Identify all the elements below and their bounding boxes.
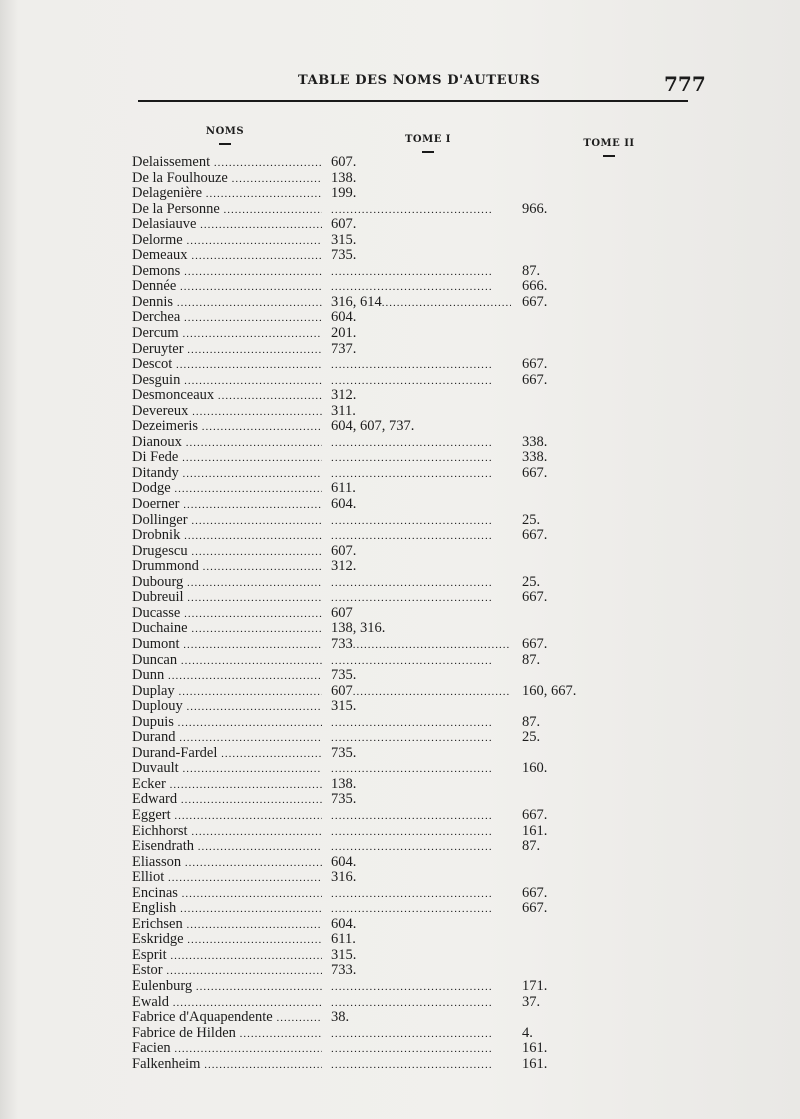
tome1-pages: 312. bbox=[331, 388, 357, 404]
index-entry bbox=[0, 326, 800, 342]
author-name: Fabrice de Hilden ..... bbox=[132, 1026, 322, 1043]
tome1-pages bbox=[331, 1057, 511, 1074]
index-entry bbox=[0, 1057, 800, 1073]
author-name: Derchea ..... bbox=[132, 310, 322, 327]
index-entry bbox=[0, 886, 800, 902]
tome2-pages: 37. bbox=[522, 993, 541, 1010]
tome1-pages bbox=[331, 435, 511, 452]
index-entry bbox=[0, 264, 800, 280]
index-entry bbox=[0, 932, 800, 948]
index-entry bbox=[0, 233, 800, 249]
column-header-tome2: TOME II bbox=[574, 138, 644, 157]
tome1-pages: 737. bbox=[331, 341, 357, 357]
tome1-pages bbox=[331, 808, 511, 825]
tome2-pages: 667. bbox=[522, 371, 548, 388]
tome1-pages: 607. bbox=[331, 543, 357, 559]
author-name: Demons ..... bbox=[132, 264, 322, 281]
index-entry bbox=[0, 621, 800, 637]
author-name: Edward ..... bbox=[132, 792, 322, 809]
author-name: Delorme ..... bbox=[132, 233, 322, 250]
tome2-pages: 338. bbox=[522, 449, 548, 466]
tome1-pages: 604, 607, 737. bbox=[331, 419, 415, 435]
author-name: Dezeimeris ..... bbox=[132, 419, 322, 436]
index-entry bbox=[0, 637, 800, 653]
tome2-pages: 25. bbox=[522, 729, 541, 746]
index-entry bbox=[0, 559, 800, 575]
author-name: Dennée ..... bbox=[132, 279, 322, 296]
author-name: Encinas ..... bbox=[132, 886, 322, 903]
index-entry bbox=[0, 450, 800, 466]
index-entry bbox=[0, 792, 800, 808]
author-name: Dercum ..... bbox=[132, 326, 322, 343]
tome1-pages bbox=[331, 466, 511, 483]
index-entry bbox=[0, 715, 800, 731]
tome1-pages: 604. bbox=[331, 854, 357, 870]
index-entry bbox=[0, 342, 800, 358]
tome2-pages: 160, 667. bbox=[522, 682, 577, 699]
tome2-pages: 25. bbox=[522, 573, 541, 590]
tome1-pages bbox=[331, 590, 511, 607]
index-entry bbox=[0, 513, 800, 529]
index-entry bbox=[0, 528, 800, 544]
author-name: Dodge ..... bbox=[132, 481, 322, 498]
author-name: Drummond ..... bbox=[132, 559, 322, 576]
index-entry bbox=[0, 575, 800, 591]
index-entry bbox=[0, 606, 800, 622]
tome1-pages: 607. bbox=[331, 155, 357, 170]
index-entry bbox=[0, 1010, 800, 1026]
author-name: Drugescu ..... bbox=[132, 544, 322, 561]
author-name: Duchaine ..... bbox=[132, 621, 322, 638]
author-name: Eisendrath ..... bbox=[132, 839, 322, 856]
author-name: Drobnik ..... bbox=[132, 528, 322, 545]
tome1-pages bbox=[331, 761, 511, 778]
index-entry bbox=[0, 202, 800, 218]
tome1-pages: 604. bbox=[331, 916, 357, 932]
tome1-pages: 315. bbox=[331, 232, 357, 248]
tome1-pages: 201. bbox=[331, 326, 357, 342]
author-name: Ducasse ..... bbox=[132, 606, 322, 623]
tome2-pages: 667. bbox=[522, 884, 548, 901]
tome1-pages: 316. bbox=[331, 870, 357, 886]
index-entry bbox=[0, 279, 800, 295]
tome1-pages bbox=[331, 1026, 511, 1043]
index-entry bbox=[0, 948, 800, 964]
tome2-pages: 4. bbox=[522, 1024, 533, 1041]
index-entry bbox=[0, 761, 800, 777]
tome2-pages: 161. bbox=[522, 1040, 548, 1057]
author-name: Devereux ..... bbox=[132, 404, 322, 421]
tome1-pages: 607 bbox=[331, 605, 353, 621]
tome2-pages: 160. bbox=[522, 760, 548, 777]
index-entry bbox=[0, 481, 800, 497]
author-name: Duplay ..... bbox=[132, 684, 322, 701]
tome2-pages: 87. bbox=[522, 838, 541, 855]
page-number: 777 bbox=[664, 72, 706, 96]
index-entry bbox=[0, 901, 800, 917]
tome1-pages bbox=[331, 575, 511, 592]
author-name: Eulenburg ..... bbox=[132, 979, 322, 996]
author-name: Facien ..... bbox=[132, 1041, 322, 1058]
author-name: Ecker ..... bbox=[132, 777, 322, 794]
tome1-pages: 138. bbox=[331, 776, 357, 792]
author-name: Demeaux ..... bbox=[132, 248, 322, 265]
index-entry bbox=[0, 653, 800, 669]
tome1-pages bbox=[331, 653, 511, 670]
tome1-pages bbox=[331, 373, 511, 390]
running-header: TABLE DES NOMS D'AUTEURS bbox=[298, 73, 541, 88]
author-name: Delaissement ..... bbox=[132, 155, 322, 172]
author-name: Erichsen ..... bbox=[132, 917, 322, 934]
tome1-pages: 315. bbox=[331, 699, 357, 715]
author-name: Dollinger ..... bbox=[132, 513, 322, 530]
tome2-pages: 667. bbox=[522, 464, 548, 481]
tome2-pages: 87. bbox=[522, 262, 541, 279]
author-index-list bbox=[0, 155, 800, 1072]
tome1-pages: 733. bbox=[331, 963, 357, 979]
author-name: Delasiauve ..... bbox=[132, 217, 322, 234]
index-entry bbox=[0, 777, 800, 793]
author-name: Desmonceaux ..... bbox=[132, 388, 322, 405]
tome1-pages: 315. bbox=[331, 947, 357, 963]
author-name: Descot ..... bbox=[132, 357, 322, 374]
author-name: Duplouy ..... bbox=[132, 699, 322, 716]
index-entry bbox=[0, 979, 800, 995]
tome1-pages: 316, 614 ..... bbox=[331, 295, 511, 312]
index-entry bbox=[0, 684, 800, 700]
author-name: Esprit ..... bbox=[132, 948, 322, 965]
column-header-tome1: TOME I bbox=[393, 134, 463, 153]
index-entry bbox=[0, 839, 800, 855]
index-entry bbox=[0, 668, 800, 684]
author-name: Delagenière ..... bbox=[132, 186, 322, 203]
author-name: Elliot ..... bbox=[132, 870, 322, 887]
tome1-pages bbox=[331, 901, 511, 918]
author-name: Doerner ..... bbox=[132, 497, 322, 514]
header-rule bbox=[138, 100, 688, 102]
index-entry bbox=[0, 171, 800, 187]
author-name: Dumont ..... bbox=[132, 637, 322, 654]
index-entry bbox=[0, 357, 800, 373]
tome2-pages: 667. bbox=[522, 589, 548, 606]
tome1-pages bbox=[331, 202, 511, 219]
author-name: Eggert ..... bbox=[132, 808, 322, 825]
tome2-pages: 161. bbox=[522, 822, 548, 839]
tome2-pages: 966. bbox=[522, 200, 548, 217]
author-name: De la Personne ..... bbox=[132, 202, 322, 219]
index-entry bbox=[0, 855, 800, 871]
tome2-pages: 338. bbox=[522, 433, 548, 450]
tome1-pages bbox=[331, 995, 511, 1012]
author-name: Eichhorst ..... bbox=[132, 824, 322, 841]
index-entry bbox=[0, 435, 800, 451]
index-entry bbox=[0, 995, 800, 1011]
author-name: Dianoux ..... bbox=[132, 435, 322, 452]
index-entry bbox=[0, 248, 800, 264]
tome1-pages: 604. bbox=[331, 310, 357, 326]
author-name: Estor ..... bbox=[132, 963, 322, 980]
index-entry bbox=[0, 373, 800, 389]
tome1-pages: 199. bbox=[331, 186, 357, 202]
tome1-pages: 138. bbox=[331, 170, 357, 186]
index-entry bbox=[0, 388, 800, 404]
index-entry bbox=[0, 295, 800, 311]
tome1-pages: 735. bbox=[331, 745, 357, 761]
tome1-pages bbox=[331, 886, 511, 903]
tome2-pages: 667. bbox=[522, 900, 548, 917]
tome2-pages: 171. bbox=[522, 977, 548, 994]
index-entry bbox=[0, 917, 800, 933]
tome1-pages bbox=[331, 979, 511, 996]
column-header-noms: NOMS bbox=[200, 126, 250, 145]
author-name: Dennis ..... bbox=[132, 295, 322, 312]
index-entry bbox=[0, 419, 800, 435]
tome1-pages bbox=[331, 1041, 511, 1058]
author-name: Dubreuil ..... bbox=[132, 590, 322, 607]
index-entry bbox=[0, 310, 800, 326]
author-name: Duvault ..... bbox=[132, 761, 322, 778]
tome1-pages bbox=[331, 730, 511, 747]
tome1-pages: 604. bbox=[331, 497, 357, 513]
tome1-pages bbox=[331, 264, 511, 281]
tome1-pages: 735. bbox=[331, 792, 357, 808]
tome1-pages bbox=[331, 279, 511, 296]
index-entry bbox=[0, 217, 800, 233]
author-name: Falkenheim ..... bbox=[132, 1057, 322, 1074]
index-entry bbox=[0, 746, 800, 762]
tome2-pages: 25. bbox=[522, 511, 541, 528]
tome1-pages: 611. bbox=[331, 932, 356, 948]
author-name: Dubourg ..... bbox=[132, 575, 322, 592]
index-entry bbox=[0, 404, 800, 420]
index-entry bbox=[0, 963, 800, 979]
index-entry bbox=[0, 544, 800, 560]
tome1-pages: 735. bbox=[331, 248, 357, 264]
index-entry bbox=[0, 870, 800, 886]
tome1-pages bbox=[331, 357, 511, 374]
tome1-pages bbox=[331, 839, 511, 856]
tome2-pages: 667. bbox=[522, 527, 548, 544]
index-entry bbox=[0, 497, 800, 513]
tome1-pages bbox=[331, 824, 511, 841]
tome1-pages: 607. bbox=[331, 217, 357, 233]
index-entry bbox=[0, 808, 800, 824]
tome1-pages bbox=[331, 450, 511, 467]
author-name: Ewald ..... bbox=[132, 995, 322, 1012]
index-entry bbox=[0, 1026, 800, 1042]
tome1-pages: 312. bbox=[331, 559, 357, 575]
tome2-pages: 667. bbox=[522, 293, 548, 310]
author-name: English ..... bbox=[132, 901, 322, 918]
author-name: Ditandy ..... bbox=[132, 466, 322, 483]
author-name: Eskridge ..... bbox=[132, 932, 322, 949]
tome2-pages: 666. bbox=[522, 278, 548, 295]
tome2-pages: 667. bbox=[522, 356, 548, 373]
author-name: Dunn ..... bbox=[132, 668, 322, 685]
tome2-pages: 87. bbox=[522, 713, 541, 730]
author-name: De la Foulhouze ..... bbox=[132, 171, 322, 188]
author-name: Fabrice d'Aquapendente ..... bbox=[132, 1010, 322, 1027]
tome1-pages bbox=[331, 528, 511, 545]
index-entry bbox=[0, 186, 800, 202]
tome2-pages: 667. bbox=[522, 635, 548, 652]
index-entry bbox=[0, 590, 800, 606]
tome1-pages: 735. bbox=[331, 668, 357, 684]
index-entry bbox=[0, 730, 800, 746]
index-entry bbox=[0, 1041, 800, 1057]
tome1-pages bbox=[331, 715, 511, 732]
author-name: Durand ..... bbox=[132, 730, 322, 747]
index-entry bbox=[0, 824, 800, 840]
author-name: Duncan ..... bbox=[132, 653, 322, 670]
index-entry bbox=[0, 466, 800, 482]
tome2-pages: 161. bbox=[522, 1055, 548, 1072]
index-entry bbox=[0, 699, 800, 715]
author-name: Desguin ..... bbox=[132, 373, 322, 390]
index-entry bbox=[0, 155, 800, 171]
author-name: Eliasson ..... bbox=[132, 855, 322, 872]
author-name: Di Fede ..... bbox=[132, 450, 322, 467]
tome1-pages: 611. bbox=[331, 481, 356, 497]
tome1-pages: 311. bbox=[331, 403, 356, 419]
tome2-pages: 667. bbox=[522, 806, 548, 823]
author-name: Durand-Fardel ..... bbox=[132, 746, 322, 763]
tome1-pages: 733 ..... bbox=[331, 637, 511, 654]
tome1-pages: 38. bbox=[331, 1010, 350, 1026]
author-name: Dupuis ..... bbox=[132, 715, 322, 732]
tome1-pages: 607 ..... bbox=[331, 684, 511, 701]
tome2-pages: 87. bbox=[522, 651, 541, 668]
tome1-pages: 138, 316. bbox=[331, 621, 386, 637]
tome1-pages bbox=[331, 513, 511, 530]
author-name: Deruyter ..... bbox=[132, 342, 322, 359]
